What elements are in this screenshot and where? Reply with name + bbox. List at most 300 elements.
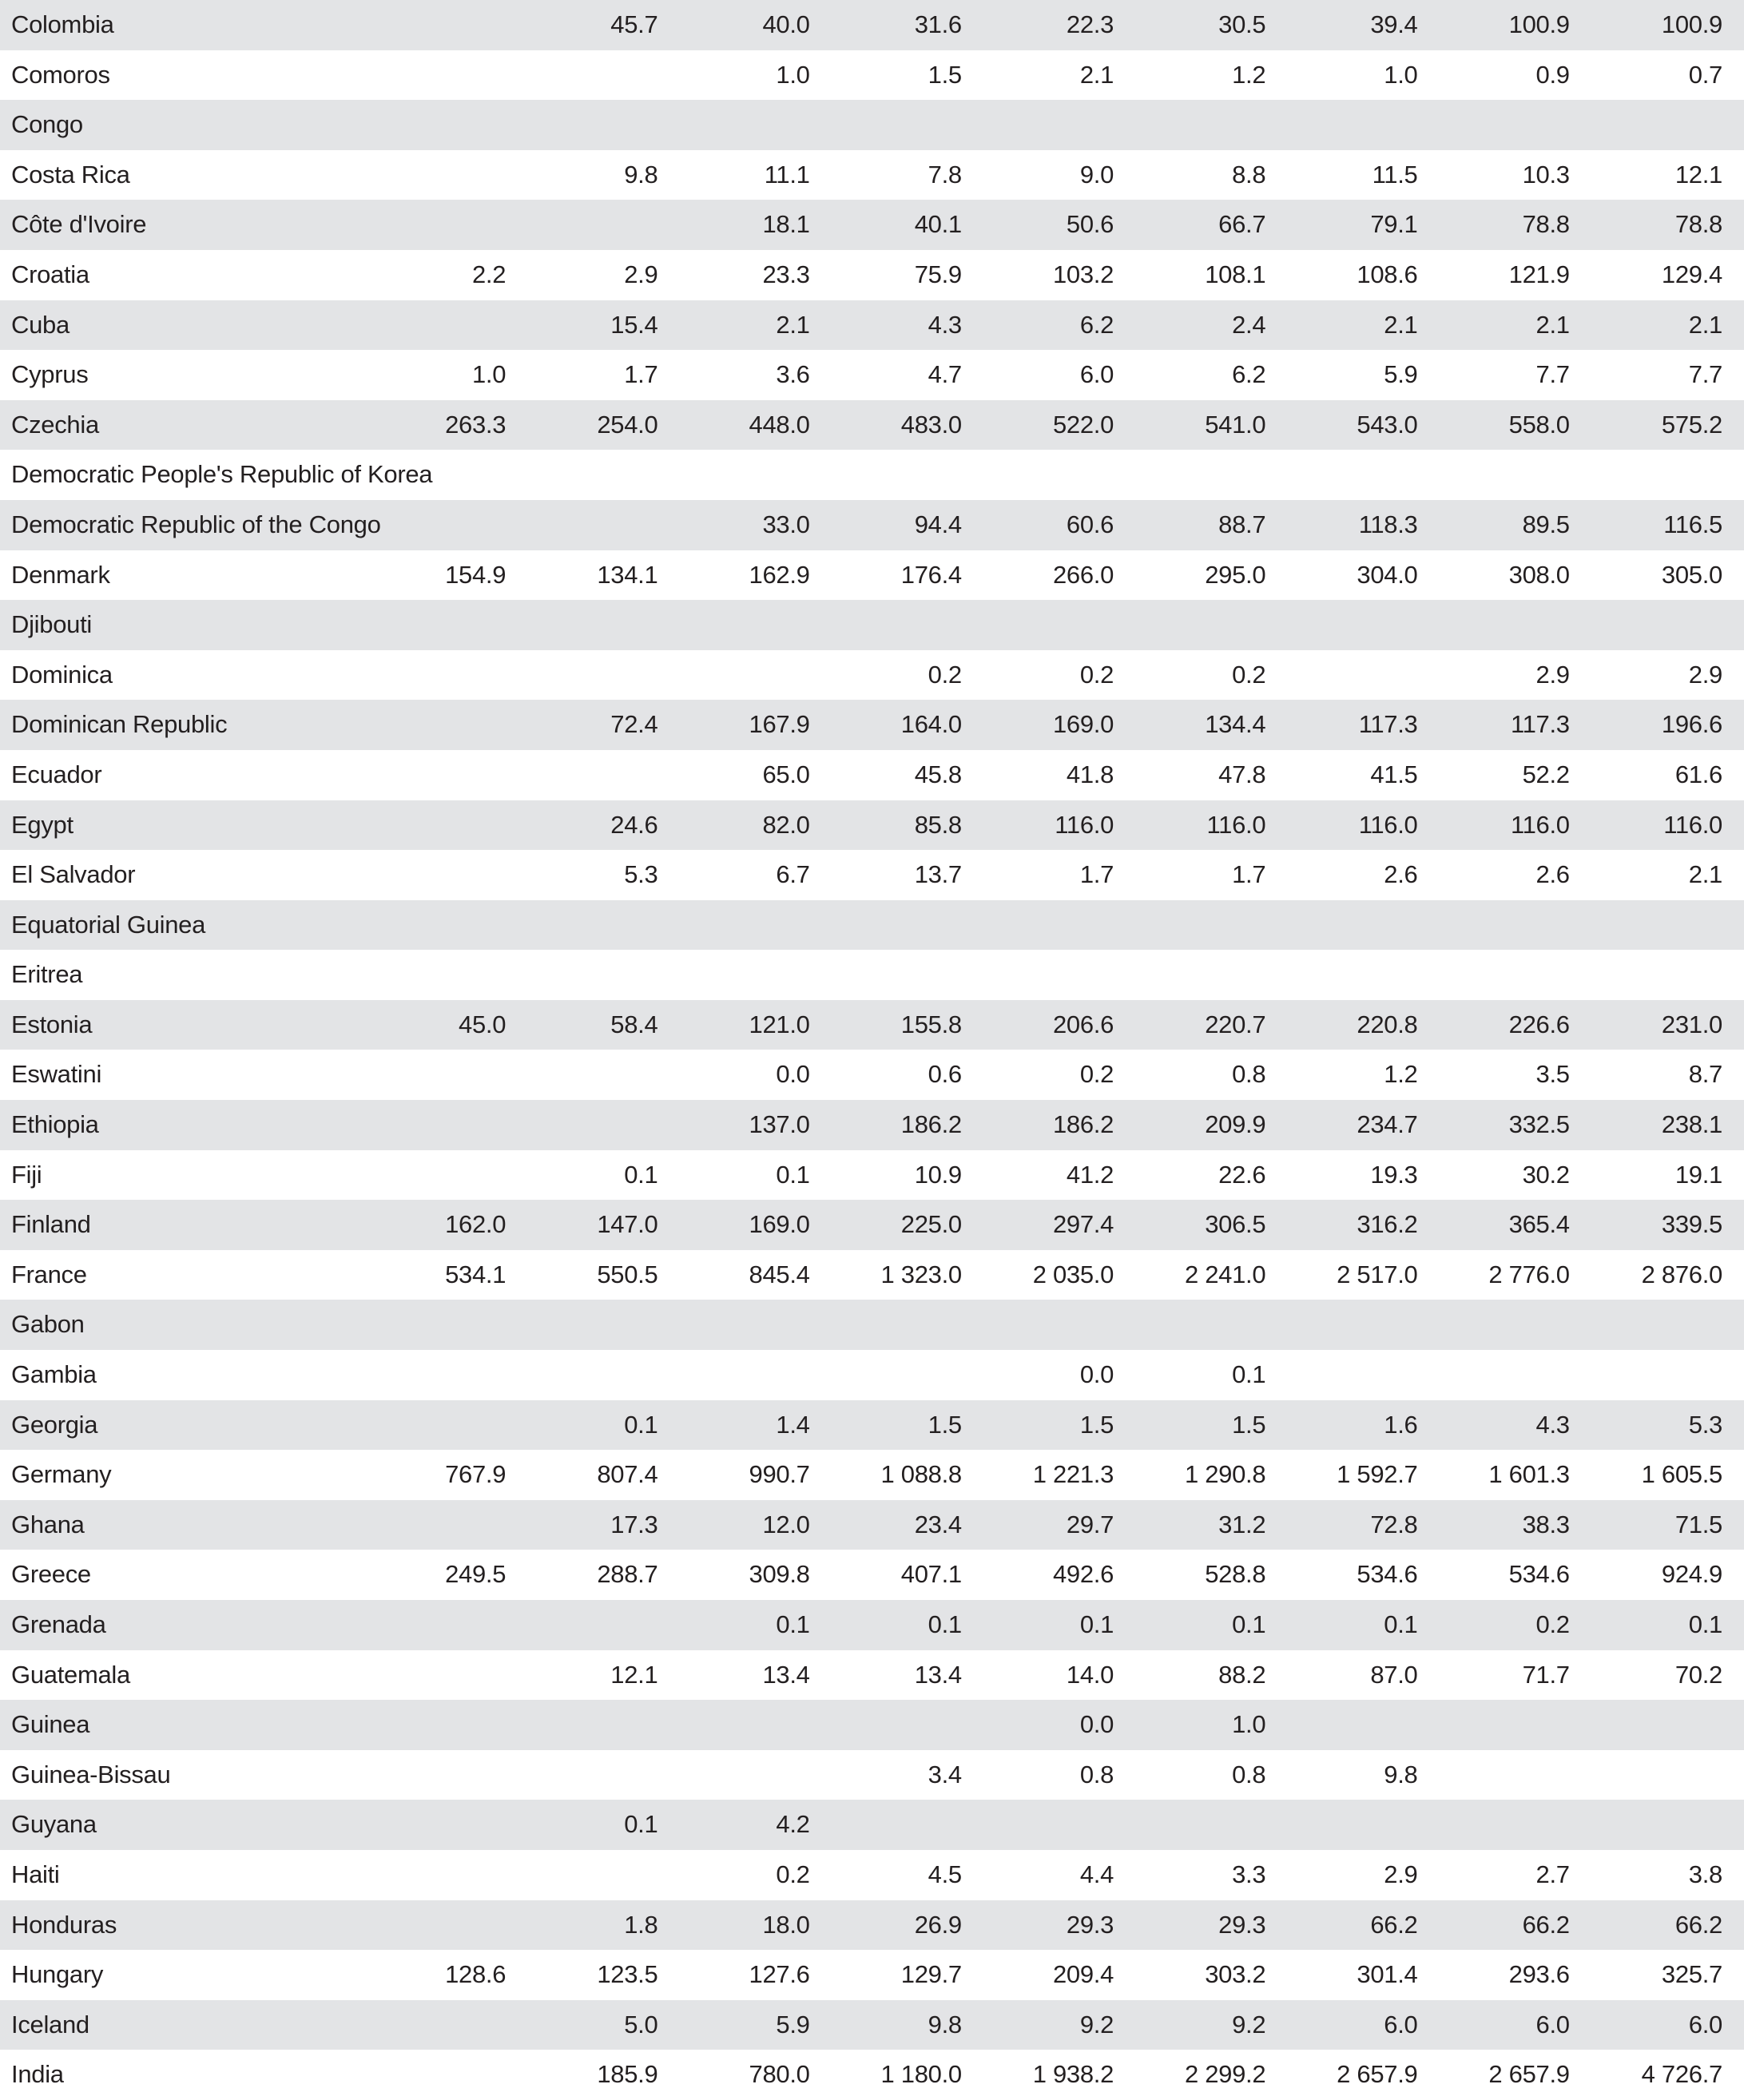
value-cell: 0.1 [984,1600,1136,1650]
value-cell: 304.0 [1357,560,1418,589]
value-cell [680,1350,832,1400]
value-cell: 8.7 [1688,1060,1722,1089]
value-cell: 65.0 [762,760,810,788]
value-cell: 1 938.2 [1032,2060,1114,2089]
country-name-cell: Dominican Republic [0,700,376,750]
value-cell: 6.0 [1440,2000,1592,2050]
value-cell: 1.7 [1079,860,1114,889]
value-cell: 2.1 [1079,60,1114,89]
value-cell [376,800,528,851]
value-cell [1440,1800,1592,1850]
value-cell: 6.2 [984,300,1136,351]
value-cell: 1.2 [1384,1060,1418,1089]
value-cell [1288,1350,1440,1400]
value-cell: 71.7 [1522,1660,1570,1689]
value-cell: 308.0 [1508,560,1570,589]
value-cell: 534.6 [1357,1560,1418,1589]
value-cell: 58.4 [528,1000,680,1050]
value-cell [528,1300,680,1350]
value-cell [984,100,1136,150]
value-cell: 5.3 [624,860,658,889]
value-cell: 0.0 [1079,1360,1114,1389]
value-cell [376,650,528,701]
value-cell [1136,1800,1288,1850]
value-cell [984,900,1136,951]
value-cell: 2.7 [1535,1860,1570,1888]
value-cell: 7.7 [1535,360,1570,389]
value-cell: 29.3 [984,1900,1136,1951]
value-cell: 29.7 [984,1500,1136,1550]
value-cell: 3.6 [776,360,810,389]
value-cell: 9.2 [1136,2000,1288,2050]
value-cell: 5.9 [1384,360,1418,389]
country-name-cell: Guinea-Bissau [11,1760,171,1788]
value-cell [376,900,528,951]
value-cell: 116.0 [1288,800,1440,851]
value-cell [1592,600,1744,650]
value-cell: 22.6 [1218,1160,1266,1189]
value-cell [680,450,832,500]
table-row [0,50,1744,101]
value-cell [528,750,680,800]
value-cell [1592,950,1744,1000]
value-cell: 78.8 [1592,200,1744,250]
table-row [0,1650,1744,1701]
value-cell: 2 299.2 [1184,2060,1266,2089]
country-name-cell: Guatemala [11,1660,130,1689]
country-name-cell: Czechia [0,400,376,451]
value-cell: 550.5 [597,1260,658,1288]
value-cell: 30.2 [1522,1160,1570,1189]
value-cell: 0.2 [1232,660,1266,689]
value-cell [680,950,832,1000]
value-cell: 185.9 [597,2060,658,2089]
table-row [0,800,1744,851]
value-cell: 1 601.3 [1488,1460,1570,1489]
value-cell [376,1650,528,1701]
value-cell: 13.7 [914,860,962,889]
table-row [0,200,1744,250]
value-cell [376,1700,528,1750]
value-cell: 0.8 [1232,1060,1266,1089]
value-cell: 33.0 [680,500,832,550]
value-cell: 301.4 [1357,1960,1418,1989]
value-cell: 5.0 [528,2000,680,2050]
value-cell: 10.3 [1522,160,1570,189]
value-cell: 186.2 [984,1100,1136,1150]
value-cell [1592,900,1744,951]
value-cell: 2 657.9 [1337,2060,1418,2089]
value-cell: 66.2 [1288,1900,1440,1951]
value-cell: 0.8 [1232,1760,1266,1788]
value-cell: 2 657.9 [1488,2060,1570,2089]
value-cell: 45.8 [914,760,962,788]
country-name-cell: Germany [11,1460,112,1489]
value-cell [376,750,528,800]
value-cell: 339.5 [1592,1200,1744,1250]
value-cell [1440,450,1592,500]
value-cell: 169.0 [984,700,1136,750]
table-row [0,1950,1744,2000]
value-cell: 7.7 [1688,360,1722,389]
table-row [0,950,1744,1000]
value-cell: 558.0 [1440,400,1592,451]
country-name-cell: Djibouti [0,600,376,650]
value-cell: 88.2 [1218,1660,1266,1689]
value-cell: 121.0 [680,1000,832,1050]
value-cell: 12.0 [680,1500,832,1550]
table-row [0,400,1744,451]
value-cell: 23.4 [832,1500,984,1550]
value-cell [1440,100,1592,150]
value-cell [984,450,1136,500]
value-cell: 1.4 [680,1400,832,1451]
value-cell: 1 323.0 [880,1260,962,1288]
value-cell: 31.6 [832,0,984,50]
value-cell: 0.6 [928,1060,962,1089]
value-cell [376,500,528,550]
table-row [0,1200,1744,1250]
value-cell: 24.6 [528,800,680,851]
value-cell [1592,1300,1744,1350]
value-cell [1136,1300,1288,1350]
value-cell: 448.0 [680,400,832,451]
value-cell: 100.9 [1440,0,1592,50]
value-cell [832,1700,984,1750]
value-cell: 154.9 [445,560,507,589]
value-cell: 303.2 [1205,1960,1266,1989]
country-name-cell: Gambia [11,1360,97,1389]
table-row [0,1400,1744,1451]
value-cell: 19.3 [1370,1160,1418,1189]
table-row [0,0,1744,50]
value-cell: 29.3 [1136,1900,1288,1951]
value-cell [680,1300,832,1350]
value-cell [376,0,528,50]
value-cell: 1.7 [624,360,658,389]
value-cell: 18.1 [680,200,832,250]
value-cell: 100.9 [1592,0,1744,50]
value-cell: 924.9 [1661,1560,1722,1589]
value-cell [832,1350,984,1400]
value-cell [1592,1800,1744,1850]
value-cell [1440,1350,1592,1400]
table-row [0,450,1744,500]
value-cell [528,900,680,951]
value-cell: 169.0 [680,1200,832,1250]
value-cell: 0.8 [1079,1760,1114,1788]
table-row [0,750,1744,800]
value-cell: 293.6 [1508,1960,1570,1989]
value-cell: 1.8 [528,1900,680,1951]
value-cell: 129.4 [1661,260,1722,288]
value-cell: 2.1 [1288,300,1440,351]
value-cell: 309.8 [749,1560,810,1589]
value-cell: 164.0 [832,700,984,750]
value-cell: 118.3 [1288,500,1440,550]
value-cell: 13.4 [762,1660,810,1689]
value-cell [376,1150,528,1201]
value-cell [832,600,984,650]
value-cell: 66.2 [1592,1900,1744,1951]
value-cell: 8.8 [1232,160,1266,189]
table-row [0,1300,1744,1350]
value-cell: 1.0 [1136,1700,1288,1750]
value-cell [376,1400,528,1451]
table-row [0,150,1744,200]
value-cell: 162.9 [749,560,810,589]
value-cell: 88.7 [1136,500,1288,550]
value-cell [1440,900,1592,951]
table-row [0,1050,1744,1100]
value-cell: 266.0 [1052,560,1114,589]
country-name-cell: Democratic People's Republic of Korea [11,460,433,489]
value-cell [984,950,1136,1000]
value-cell [528,600,680,650]
value-cell: 0.2 [1440,1600,1592,1650]
value-cell: 196.6 [1592,700,1744,750]
country-name-cell: El Salvador [11,860,136,889]
value-cell: 176.4 [900,560,962,589]
table-row [0,550,1744,601]
value-cell: 2.6 [1384,860,1418,889]
value-cell: 9.8 [832,2000,984,2050]
value-cell: 2.9 [1688,660,1722,689]
value-cell: 70.2 [1674,1660,1722,1689]
value-cell: 9.2 [984,2000,1136,2050]
value-cell: 0.1 [528,1800,680,1850]
value-cell: 0.1 [624,1160,658,1189]
value-cell: 226.6 [1440,1000,1592,1050]
table-row [0,100,1744,150]
value-cell [528,650,680,701]
country-name-cell: Côte d'Ivoire [0,200,376,250]
value-cell: 6.0 [1592,2000,1744,2050]
value-cell: 990.7 [749,1460,810,1489]
table-row [0,850,1744,900]
value-cell: 543.0 [1288,400,1440,451]
table-row [0,1350,1744,1400]
country-name-cell: Greece [11,1560,91,1589]
value-cell: 15.4 [528,300,680,351]
value-cell: 1.7 [1232,860,1266,889]
value-cell [1136,600,1288,650]
value-cell [832,100,984,150]
country-name-cell: Honduras [0,1900,376,1951]
country-name-cell: Comoros [11,60,110,89]
value-cell [984,600,1136,650]
value-cell [376,1800,528,1850]
value-cell: 1.0 [471,360,507,389]
value-cell: 30.5 [1136,0,1288,50]
value-cell [680,600,832,650]
value-cell: 87.0 [1370,1660,1418,1689]
value-cell: 541.0 [1136,400,1288,451]
value-cell [376,100,528,150]
value-cell [528,1100,680,1150]
value-cell: 72.8 [1288,1500,1440,1550]
country-name-cell: Hungary [11,1960,104,1989]
table-row [0,1700,1744,1750]
value-cell [1440,950,1592,1000]
table-row [0,300,1744,351]
table-row [0,1500,1744,1550]
value-cell [1288,900,1440,951]
value-cell: 41.5 [1370,760,1418,788]
country-name-cell: Costa Rica [11,160,130,189]
value-cell [680,1700,832,1750]
value-cell: 4 726.7 [1641,2060,1722,2089]
value-cell: 0.0 [984,1700,1136,1750]
value-cell [1288,1800,1440,1850]
value-cell: 1.2 [1232,60,1266,89]
value-cell: 1.0 [1384,60,1418,89]
value-cell: 528.8 [1205,1560,1266,1589]
value-cell: 103.2 [1052,260,1114,288]
value-cell [832,1300,984,1350]
value-cell: 209.4 [1052,1960,1114,1989]
value-cell: 117.3 [1288,700,1440,750]
value-cell [528,450,680,500]
country-name-cell: Estonia [0,1000,376,1050]
value-cell [376,700,528,750]
value-cell: 167.9 [680,700,832,750]
value-cell: 137.0 [680,1100,832,1150]
value-cell [376,1600,528,1650]
value-cell [376,850,528,900]
value-cell [680,900,832,951]
country-name-cell: Denmark [11,560,110,589]
value-cell: 45.0 [376,1000,528,1050]
country-name-cell: Democratic Republic of the Congo [0,500,376,550]
value-cell: 5.9 [680,2000,832,2050]
value-cell: 47.8 [1218,760,1266,788]
value-cell [376,950,528,1000]
value-cell: 39.4 [1288,0,1440,50]
value-cell [1136,900,1288,951]
value-cell [1136,450,1288,500]
value-cell: 4.3 [832,300,984,351]
value-cell: 9.0 [1079,160,1114,189]
value-cell: 1 221.3 [1032,1460,1114,1489]
value-cell [376,1300,528,1350]
value-cell: 845.4 [749,1260,810,1288]
value-cell: 6.2 [1232,360,1266,389]
country-name-cell: Iceland [0,2000,376,2050]
value-cell: 45.7 [528,0,680,50]
value-cell: 1.5 [928,60,962,89]
value-cell: 575.2 [1592,400,1744,451]
value-cell [1592,1750,1744,1800]
value-cell: 50.6 [984,200,1136,250]
value-cell: 1 592.7 [1337,1460,1418,1489]
country-name-cell: Colombia [0,0,376,50]
value-cell [376,2050,528,2100]
country-name-cell: Grenada [0,1600,376,1650]
value-cell: 2 517.0 [1337,1260,1418,1288]
value-cell [528,500,680,550]
value-cell: 14.0 [1066,1660,1114,1689]
value-cell [376,1900,528,1951]
table-row [0,1000,1744,1050]
value-cell: 3.3 [1232,1860,1266,1888]
value-cell [528,200,680,250]
value-cell: 3.5 [1535,1060,1570,1089]
value-cell: 72.4 [528,700,680,750]
country-name-cell: Cuba [0,300,376,351]
country-name-cell: Dominica [11,660,113,689]
value-cell [376,600,528,650]
value-cell: 18.0 [680,1900,832,1951]
value-cell: 2 876.0 [1641,1260,1722,1288]
value-cell: 297.4 [984,1200,1136,1250]
value-cell: 22.3 [984,0,1136,50]
country-name-cell: Ghana [0,1500,376,1550]
country-name-cell: Finland [0,1200,376,1250]
country-name-cell: Egypt [0,800,376,851]
value-cell: 7.8 [928,160,962,189]
value-cell: 206.6 [984,1000,1136,1050]
value-cell: 108.6 [1357,260,1418,288]
value-cell: 127.6 [749,1960,810,1989]
value-cell [680,100,832,150]
country-name-cell: Fiji [11,1160,42,1189]
value-cell: 85.8 [832,800,984,851]
value-cell: 780.0 [749,2060,810,2089]
value-cell [1440,1700,1592,1750]
value-cell: 0.9 [1535,60,1570,89]
value-cell: 9.8 [1384,1760,1418,1788]
value-cell: 10.9 [914,1160,962,1189]
value-cell: 82.0 [680,800,832,851]
value-cell: 225.0 [832,1200,984,1250]
value-cell: 108.1 [1205,260,1266,288]
value-cell: 0.0 [776,1060,810,1089]
value-cell: 0.2 [776,1860,810,1888]
value-cell: 407.1 [900,1560,962,1589]
value-cell [376,1350,528,1400]
value-cell: 2.1 [1440,300,1592,351]
value-cell: 0.1 [680,1600,832,1650]
value-cell: 78.8 [1440,200,1592,250]
value-cell: 6.7 [776,860,810,889]
country-name-cell: Haiti [11,1860,60,1888]
value-cell [984,1800,1136,1850]
value-cell: 12.1 [1674,160,1722,189]
value-cell: 2.9 [624,260,658,288]
value-cell [528,1600,680,1650]
value-cell [376,1050,528,1100]
value-cell [528,50,680,101]
value-cell: 0.1 [1592,1600,1744,1650]
value-cell: 38.3 [1440,1500,1592,1550]
value-cell: 2 035.0 [1032,1260,1114,1288]
value-cell: 483.0 [832,400,984,451]
table-row [0,1600,1744,1650]
value-cell: 3.4 [928,1760,962,1788]
value-cell [1440,1300,1592,1350]
value-cell: 807.4 [597,1460,658,1489]
value-cell: 66.7 [1136,200,1288,250]
value-cell: 6.0 [1288,2000,1440,2050]
value-cell: 3.8 [1688,1860,1722,1888]
value-cell: 4.2 [680,1800,832,1850]
value-cell: 4.7 [928,360,962,389]
country-name-cell: Ecuador [11,760,102,788]
value-cell: 26.9 [832,1900,984,1951]
value-cell: 0.2 [1079,1060,1114,1089]
country-name-cell: France [11,1260,87,1288]
